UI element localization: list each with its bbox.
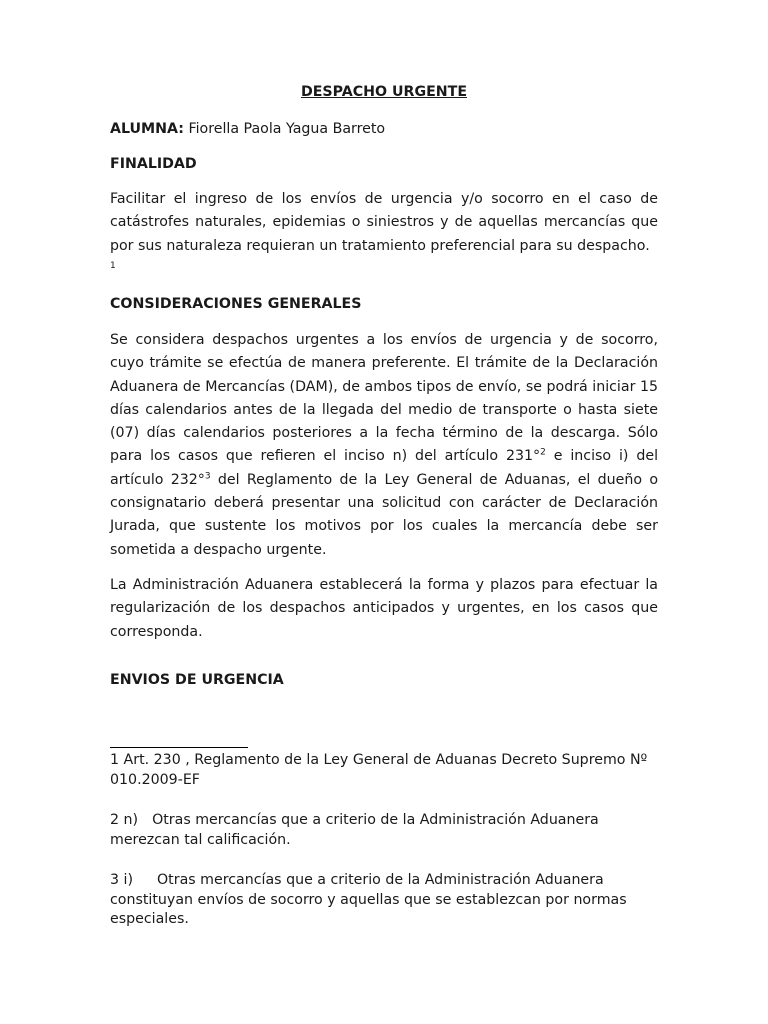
student-line	[110, 121, 658, 137]
footnote-ref-1: 1	[110, 261, 116, 271]
document-title: DESPACHO URGENTE	[300, 84, 468, 100]
footnote-3	[110, 871, 658, 930]
heading-consideraciones: CONSIDERACIONES GENERALES	[110, 296, 362, 312]
footnote-3-number: 3 i)	[110, 872, 134, 888]
consideraciones-text-c: del Reglamento de la Ley General de Aduanas, el dueño o consignatario deberá presentar una solicitud con carácter de Declaración Jurada, que sustente los motivos por los cuales la mercancía debe ser sometida a despacho urgente.	[110, 471, 658, 558]
consideraciones-text-b: e inciso i) del artículo 232°	[110, 448, 659, 488]
heading-envios-urgencia: ENVIOS DE URGENCIA	[110, 672, 284, 688]
heading-finalidad: FINALIDAD	[110, 156, 197, 172]
consideraciones-paragraph-2: La Administración Aduanera establecerá la forma y plazos para efectuar la regularización de los despachos anticipados y urgentes, en los casos que corresponda.	[110, 577, 658, 640]
footnote-separator	[110, 747, 248, 748]
student-name: Fiorella Paola Yagua Barreto	[183, 121, 386, 137]
footnote-ref-3: 3	[204, 471, 211, 482]
student-label: ALUMNA:	[110, 121, 184, 137]
footnote-3-text: Otras mercancías que a criterio de la Administración Aduanera constituyan envíos de socorro y aquellas que se establezcan por normas especiales.	[110, 872, 627, 927]
footnote-1: 1 Art. 230 , Reglamento de la Ley General de Aduanas Decreto Supremo Nº 010.2009-EF	[110, 752, 648, 788]
consideraciones-text-a: Se considera despachos urgentes a los envíos de urgencia y de socorro, cuyo trámite se efectúa de manera preferente. El trámite de la Declaración Aduanera de Mercancías (DAM), de ambos tipos de envío, se podrá iniciar 15 días calendarios antes de la llegada del medio de transporte o hasta siete (07) días calendarios posteriores a la fecha término de la descarga. Sólo para los casos que refieren el inciso n) del artículo 231°	[110, 332, 658, 465]
footnote-2-number: 2 n)	[110, 812, 139, 828]
finalidad-paragraph: Facilitar el ingreso de los envíos de urgencia y/o socorro en el caso de catástrofes naturales, epidemias o siniestros y de aquellas mercancías que por sus naturaleza requieran un tratamiento preferencial para su despacho.	[110, 191, 658, 254]
footnote-2	[110, 811, 658, 850]
footnote-ref-2: 2	[540, 447, 546, 458]
footnote-2-text: Otras mercancías que a criterio de la Administración Aduanera merezcan tal calificación.	[110, 812, 599, 848]
consideraciones-paragraph-1	[110, 329, 658, 562]
